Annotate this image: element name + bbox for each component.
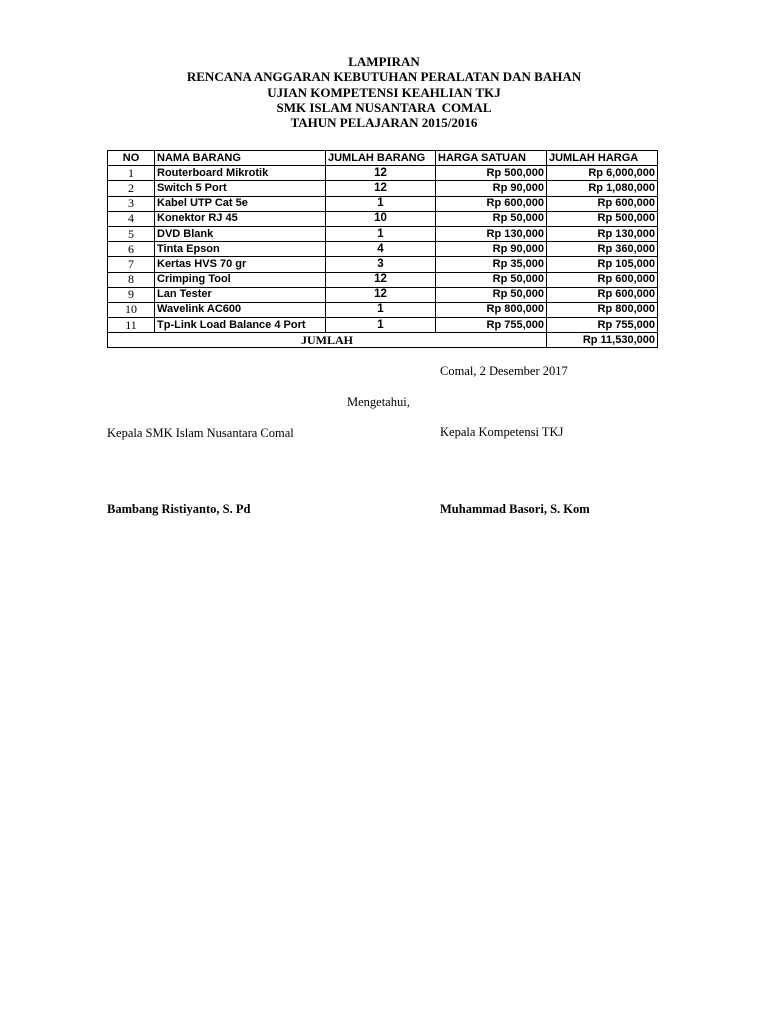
cell-name: Wavelink AC600	[155, 302, 326, 317]
cell-price: Rp 90,000	[436, 242, 547, 257]
cell-name: Konektor RJ 45	[155, 211, 326, 226]
cell-qty: 10	[326, 211, 436, 226]
right-signatory-title: Kepala Kompetensi TKJ	[440, 425, 564, 439]
cell-name: Kertas HVS 70 gr	[155, 257, 326, 272]
header-no: NO	[108, 151, 155, 166]
right-signatory-name: Muhammad Basori, S. Kom	[440, 502, 590, 516]
table-body	[108, 166, 658, 348]
place-date: Comal, 2 Desember 2017	[440, 364, 568, 378]
cell-qty: 12	[326, 166, 436, 181]
cell-no: 7	[108, 257, 155, 272]
cell-no: 8	[108, 272, 155, 287]
left-signatory-title: Kepala SMK Islam Nusantara Comal	[107, 426, 294, 440]
table-row	[108, 287, 658, 302]
cell-total: Rp 800,000	[547, 302, 658, 317]
cell-total: Rp 130,000	[547, 226, 658, 241]
document-heading	[0, 54, 768, 130]
cell-name: Routerboard Mikrotik	[155, 166, 326, 181]
cell-price: Rp 500,000	[436, 166, 547, 181]
cell-price: Rp 50,000	[436, 211, 547, 226]
cell-name: Tinta Epson	[155, 242, 326, 257]
cell-total: Rp 105,000	[547, 257, 658, 272]
cell-qty: 1	[326, 226, 436, 241]
table-row	[108, 226, 658, 241]
cell-no: 3	[108, 196, 155, 211]
heading-line-4: SMK ISLAM NUSANTARA COMAL	[276, 99, 492, 115]
cell-qty: 1	[326, 318, 436, 333]
table-row	[108, 302, 658, 317]
cell-qty: 12	[326, 287, 436, 302]
cell-name: Tp-Link Load Balance 4 Port	[155, 318, 326, 333]
cell-no: 4	[108, 211, 155, 226]
table-row	[108, 166, 658, 181]
budget-table	[107, 150, 658, 348]
total-value: Rp 11,530,000	[547, 333, 658, 348]
cell-no: 2	[108, 181, 155, 196]
header-jumlah-barang: JUMLAH BARANG	[326, 151, 436, 166]
cell-total: Rp 6,000,000	[547, 166, 658, 181]
cell-no: 11	[108, 318, 155, 333]
cell-no: 5	[108, 226, 155, 241]
table-row	[108, 181, 658, 196]
table-row	[108, 272, 658, 287]
heading-line-1: LAMPIRAN	[348, 54, 420, 69]
cell-total: Rp 360,000	[547, 242, 658, 257]
cell-price: Rp 130,000	[436, 226, 547, 241]
cell-name: Crimping Tool	[155, 272, 326, 287]
cell-price: Rp 800,000	[436, 302, 547, 317]
cell-price: Rp 50,000	[436, 287, 547, 302]
heading-line-2: RENCANA ANGGARAN KEBUTUHAN PERALATAN DAN BAHAN	[186, 69, 582, 85]
cell-name: Kabel UTP Cat 5e	[155, 196, 326, 211]
cell-name: Lan Tester	[155, 287, 326, 302]
acknowledged-label: Mengetahui,	[347, 395, 410, 409]
cell-price: Rp 90,000	[436, 181, 547, 196]
cell-name: DVD Blank	[155, 226, 326, 241]
total-row	[108, 333, 658, 348]
cell-total: Rp 500,000	[547, 211, 658, 226]
cell-total: Rp 1,080,000	[547, 181, 658, 196]
header-nama-barang: NAMA BARANG	[155, 151, 326, 166]
cell-qty: 3	[326, 257, 436, 272]
cell-qty: 12	[326, 272, 436, 287]
header-jumlah-harga: JUMLAH HARGA	[547, 151, 658, 166]
table-header-row	[108, 151, 658, 166]
cell-total: Rp 755,000	[547, 318, 658, 333]
header-harga-satuan: HARGA SATUAN	[436, 151, 547, 166]
cell-total: Rp 600,000	[547, 272, 658, 287]
cell-no: 6	[108, 242, 155, 257]
cell-no: 9	[108, 287, 155, 302]
cell-qty: 4	[326, 242, 436, 257]
cell-no: 10	[108, 302, 155, 317]
cell-total: Rp 600,000	[547, 287, 658, 302]
cell-price: Rp 50,000	[436, 272, 547, 287]
cell-qty: 12	[326, 181, 436, 196]
table-row	[108, 318, 658, 333]
cell-name: Switch 5 Port	[155, 181, 326, 196]
cell-price: Rp 35,000	[436, 257, 547, 272]
table-row	[108, 257, 658, 272]
cell-qty: 1	[326, 196, 436, 211]
heading-line-5: TAHUN PELAJARAN 2015/2016	[290, 115, 478, 131]
cell-no: 1	[108, 166, 155, 181]
cell-price: Rp 600,000	[436, 196, 547, 211]
cell-total: Rp 600,000	[547, 196, 658, 211]
cell-price: Rp 755,000	[436, 318, 547, 333]
table-row	[108, 211, 658, 226]
total-label: JUMLAH	[108, 333, 547, 348]
table-row	[108, 196, 658, 211]
cell-qty: 1	[326, 302, 436, 317]
heading-line-3: UJIAN KOMPETENSI KEAHLIAN TKJ	[267, 84, 501, 100]
table-row	[108, 242, 658, 257]
left-signatory-name: Bambang Ristiyanto, S. Pd	[107, 502, 251, 516]
